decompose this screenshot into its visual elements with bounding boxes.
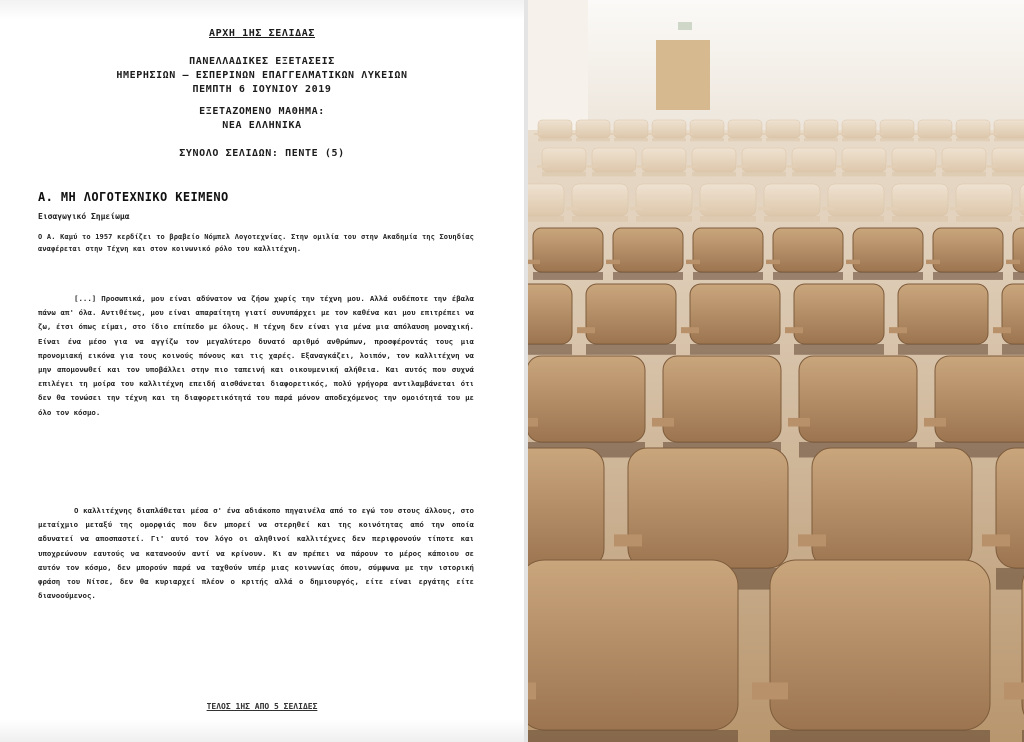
seat-shadow: [1013, 272, 1024, 280]
seat-back: [533, 228, 603, 272]
seat-back: [700, 184, 756, 216]
intro-note: Ο Α. Καμύ το 1957 κερδίζει το βραβείο Νόμπελ Λογοτεχνίας. Στην ομιλία του στην Ακαδημία της Σουηδίας αναφέρεται στην Τέχνη και στον κοινωνικό ρόλο του καλλιτέχνη.: [38, 233, 474, 253]
seat-shadow: [693, 272, 763, 280]
seat-back: [690, 120, 724, 138]
seat-shadow: [933, 272, 1003, 280]
seat-armrest: [528, 260, 540, 264]
seat-back: [728, 120, 762, 138]
exam-title: ΠΑΝΕΛΛΑΔΙΚΕΣ ΕΞΕΤΑΣΕΙΣ: [189, 56, 335, 67]
seat-shadow: [792, 172, 836, 176]
seat-back: [1002, 284, 1024, 344]
seat-shadow: [528, 730, 738, 742]
back-wall: [528, 0, 1024, 140]
seat-back: [528, 560, 738, 730]
exam-subject: ΝΕΑ ΕΛΛΗΝΙΚΑ: [222, 120, 302, 131]
seat-armrest: [737, 165, 747, 167]
seat-back: [592, 148, 636, 172]
seat-armrest: [889, 327, 907, 333]
seat-armrest: [914, 133, 922, 135]
exam-subject-label: ΕΞΕΤΑΖΟΜΕΝΟ ΜΑΘΗΜΑ:: [199, 106, 325, 117]
page-top-shadow: [0, 0, 524, 20]
seat-back: [690, 284, 780, 344]
seat-armrest: [637, 165, 647, 167]
seat-back: [994, 120, 1024, 138]
seat-armrest: [952, 133, 960, 135]
seat-armrest: [566, 207, 578, 210]
seat-back: [773, 228, 843, 272]
seat-armrest: [686, 133, 694, 135]
seat-armrest: [987, 165, 997, 167]
seat-back: [528, 448, 604, 568]
seat-back: [880, 120, 914, 138]
seat-back: [572, 184, 628, 216]
seat-armrest: [724, 133, 732, 135]
seat-back: [636, 184, 692, 216]
seat-shadow: [892, 216, 948, 222]
seat-shadow: [994, 138, 1024, 141]
seat-armrest: [990, 133, 998, 135]
seat-armrest: [572, 133, 580, 135]
seat-shadow: [528, 216, 564, 222]
seat-back: [576, 120, 610, 138]
seat-back: [842, 148, 886, 172]
seat-armrest: [652, 418, 674, 427]
seat-back: [692, 148, 736, 172]
seat-back: [663, 356, 781, 442]
seat-back: [642, 148, 686, 172]
seat-back: [528, 184, 564, 216]
seat-back: [538, 120, 572, 138]
seat-armrest: [758, 207, 770, 210]
exit-sign: [678, 22, 692, 30]
seat-armrest: [606, 260, 620, 264]
seat-back: [742, 148, 786, 172]
seat-back: [853, 228, 923, 272]
seat-shadow: [773, 272, 843, 280]
lecture-hall-photo: [528, 0, 1024, 742]
seat-armrest: [924, 418, 946, 427]
seat-shadow: [794, 344, 884, 355]
seat-shadow: [742, 172, 786, 176]
seat-shadow: [804, 138, 838, 141]
seat-shadow: [766, 138, 800, 141]
seat-armrest: [1014, 207, 1024, 210]
seat-shadow: [853, 272, 923, 280]
seat-back: [628, 448, 788, 568]
seat-back: [812, 448, 972, 568]
text-paragraph-2: Ο καλλιτέχνης διαπλάθεται μέσα σ' ένα αδιάκοπο πηγαινέλα από το εγώ του στους άλλους, στο μεταίχμιο μεταξύ της ομορφιάς που δεν μπορεί να στερηθεί και της κοινότητας από την οποία αδυνατεί να αποσπαστεί. Γι' αυτό τον λόγο οι αληθινοί καλλιτέχνες δεν περιφρονούν τίποτε και υποχρεώνουν εαυτούς να κατανοούν αντί να κρίνουν. Κι αν πρέπει να πάρουν το μέρος κάποιου σε αυτόν τον κόσμο, δεν μπορούν παρά να ταχθούν υπέρ μιας κοινωνίας όπου, σύμφωνα με την ιστορική φράση του Νίτσε, δεν θα κυριαρχεί πλέον ο κριτής αλλά ο δημιουργός, είτε είναι εργάτης είτε διανοούμενος.: [38, 506, 474, 601]
seat-shadow: [538, 138, 572, 141]
seat-armrest: [846, 260, 860, 264]
seat-armrest: [648, 133, 656, 135]
seat-back: [918, 120, 952, 138]
seat-back: [956, 120, 990, 138]
seat-shadow: [533, 272, 603, 280]
seat-armrest: [926, 260, 940, 264]
seat-back: [528, 356, 645, 442]
seat-armrest: [785, 327, 803, 333]
lecture-hall-seats-illustration: [528, 0, 1024, 742]
seat-shadow: [770, 730, 990, 742]
seat-shadow: [576, 138, 610, 141]
seat-armrest: [528, 418, 538, 427]
seat-armrest: [610, 133, 618, 135]
seat-armrest: [787, 165, 797, 167]
seat-back: [996, 448, 1024, 568]
seat-armrest: [694, 207, 706, 210]
seat-armrest: [537, 165, 547, 167]
seat-armrest: [982, 534, 1010, 546]
seat-armrest: [950, 207, 962, 210]
seat-armrest: [993, 327, 1011, 333]
seat-armrest: [534, 133, 542, 135]
seat-armrest: [752, 682, 788, 699]
seat-back: [652, 120, 686, 138]
seat-back: [614, 120, 648, 138]
seat-shadow: [690, 138, 724, 141]
page-start-header: ΑΡΧΗ 1ΗΣ ΣΕΛΙΔΑΣ: [209, 28, 315, 39]
seat-armrest: [528, 682, 536, 699]
seat-shadow: [842, 138, 876, 141]
seat-armrest: [1006, 260, 1020, 264]
page-footer: ΤΕΛΟΣ 1ΗΣ ΑΠΟ 5 ΣΕΛΙΔΕΣ: [206, 702, 318, 711]
seat-shadow: [592, 172, 636, 176]
seat-shadow: [728, 138, 762, 141]
seat-back: [764, 184, 820, 216]
seat-armrest: [837, 165, 847, 167]
seat-shadow: [692, 172, 736, 176]
seat-shadow: [700, 216, 756, 222]
seat-back: [935, 356, 1024, 442]
seat-shadow: [898, 344, 988, 355]
seat-armrest: [687, 165, 697, 167]
seat-armrest: [766, 260, 780, 264]
seat-shadow: [828, 216, 884, 222]
seat-shadow: [642, 172, 686, 176]
seat-back: [933, 228, 1003, 272]
seat-shadow: [528, 344, 572, 355]
seat-shadow: [572, 216, 628, 222]
seat-shadow: [690, 344, 780, 355]
seat-back: [613, 228, 683, 272]
seat-armrest: [788, 418, 810, 427]
seat-shadow: [880, 138, 914, 141]
seat-back: [542, 148, 586, 172]
seat-shadow: [1020, 216, 1024, 222]
seat-armrest: [577, 327, 595, 333]
seat-shadow: [764, 216, 820, 222]
seat-armrest: [1004, 682, 1024, 699]
seat-shadow: [956, 216, 1012, 222]
seat-armrest: [686, 260, 700, 264]
seat-shadow: [613, 272, 683, 280]
seat-armrest: [630, 207, 642, 210]
exam-date: ΠΕΜΠΤΗ 6 ΙΟΥΝΙΟΥ 2019: [192, 84, 332, 95]
seat-armrest: [587, 165, 597, 167]
seat-back: [693, 228, 763, 272]
seat-armrest: [822, 207, 834, 210]
seat-shadow: [892, 172, 936, 176]
door: [656, 40, 710, 110]
seat-back: [892, 184, 948, 216]
seat-shadow: [956, 138, 990, 141]
seat-back: [1020, 184, 1024, 216]
seat-armrest: [887, 165, 897, 167]
seat-back: [766, 120, 800, 138]
seat-shadow: [614, 138, 648, 141]
seat-back: [804, 120, 838, 138]
seat-shadow: [942, 172, 986, 176]
seat-shadow: [992, 172, 1024, 176]
seat-armrest: [838, 133, 846, 135]
seat-back: [942, 148, 986, 172]
seat-back: [794, 284, 884, 344]
seat-back: [956, 184, 1012, 216]
seat-armrest: [800, 133, 808, 135]
intro-subtitle: Εισαγωγικό Σημείωμα: [38, 212, 130, 221]
seat-shadow: [542, 172, 586, 176]
seat-armrest: [886, 207, 898, 210]
seat-shadow: [1002, 344, 1024, 355]
text-paragraph-1: [...] Προσωπικά, μου είναι αδύνατον να ζήσω χωρίς την τέχνη μου. Αλλά ουδέποτε την έβαλα πάνω απ' όλα. Αντιθέτως, μου είναι απαραίτητη γιατί συνυπάρχει με τον καθένα και μου επιτρέπει να ζω, έτσι όπως είμαι, στο ίδιο επίπεδο με όλους. Η τέχνη δεν είναι για μένα μια απόλαυση μοναχική. Είναι ένα μέσο για να αγγίζω τον μεγαλύτερο δυνατό αριθμό ανθρώπων, προσφέροντάς τους μια προνομιακή εικόνα για τους κοινούς πόνους και τις χαρές. Εξαναγκάζει, λοιπόν, τον καλλιτέχνη να μην απομονωθεί και τον υποβάλλει στην πιο ταπεινή και οικουμενική αλήθεια. Και αυτός που συχνά επιλέγει τη μοίρα του καλλιτέχνη επειδή αισθάνεται διαφορετικός, πολύ γρήγορα αντιλαμβάνεται ότι δεν θα τονώσει την τέχνη και τη διαφορετικότητά του παρά μόνον αποδεχόμενος την ομοιότητά του με όλο τον κόσμο.: [38, 294, 474, 417]
seat-armrest: [614, 534, 642, 546]
seat-back: [992, 148, 1024, 172]
seat-back: [842, 120, 876, 138]
seat-back: [586, 284, 676, 344]
seat-armrest: [876, 133, 884, 135]
page-count: ΣΥΝΟΛΟ ΣΕΛΙΔΩΝ: ΠΕΝΤΕ (5): [179, 148, 345, 159]
seat-back: [892, 148, 936, 172]
seat-armrest: [937, 165, 947, 167]
seat-back: [799, 356, 917, 442]
seat-shadow: [636, 216, 692, 222]
seat-armrest: [681, 327, 699, 333]
seat-back: [770, 560, 990, 730]
seat-back: [828, 184, 884, 216]
page-bottom-shadow: [0, 720, 524, 742]
seat-shadow: [652, 138, 686, 141]
seat-shadow: [586, 344, 676, 355]
seat-back: [528, 284, 572, 344]
seat-shadow: [996, 568, 1024, 590]
seat-back: [792, 148, 836, 172]
exam-school-type: ΗΜΕΡΗΣΙΩΝ – ΕΣΠΕΡΙΝΩΝ ΕΠΑΓΓΕΛΜΑΤΙΚΩΝ ΛΥΚΕΙΩΝ: [116, 70, 408, 81]
seat-back: [898, 284, 988, 344]
section-title: Α. ΜΗ ΛΟΓΟΤΕΧΝΙΚΟ ΚΕΙΜΕΝΟ: [38, 190, 229, 204]
seat-shadow: [842, 172, 886, 176]
seat-armrest: [798, 534, 826, 546]
seat-armrest: [762, 133, 770, 135]
seat-shadow: [918, 138, 952, 141]
seat-back: [1013, 228, 1024, 272]
